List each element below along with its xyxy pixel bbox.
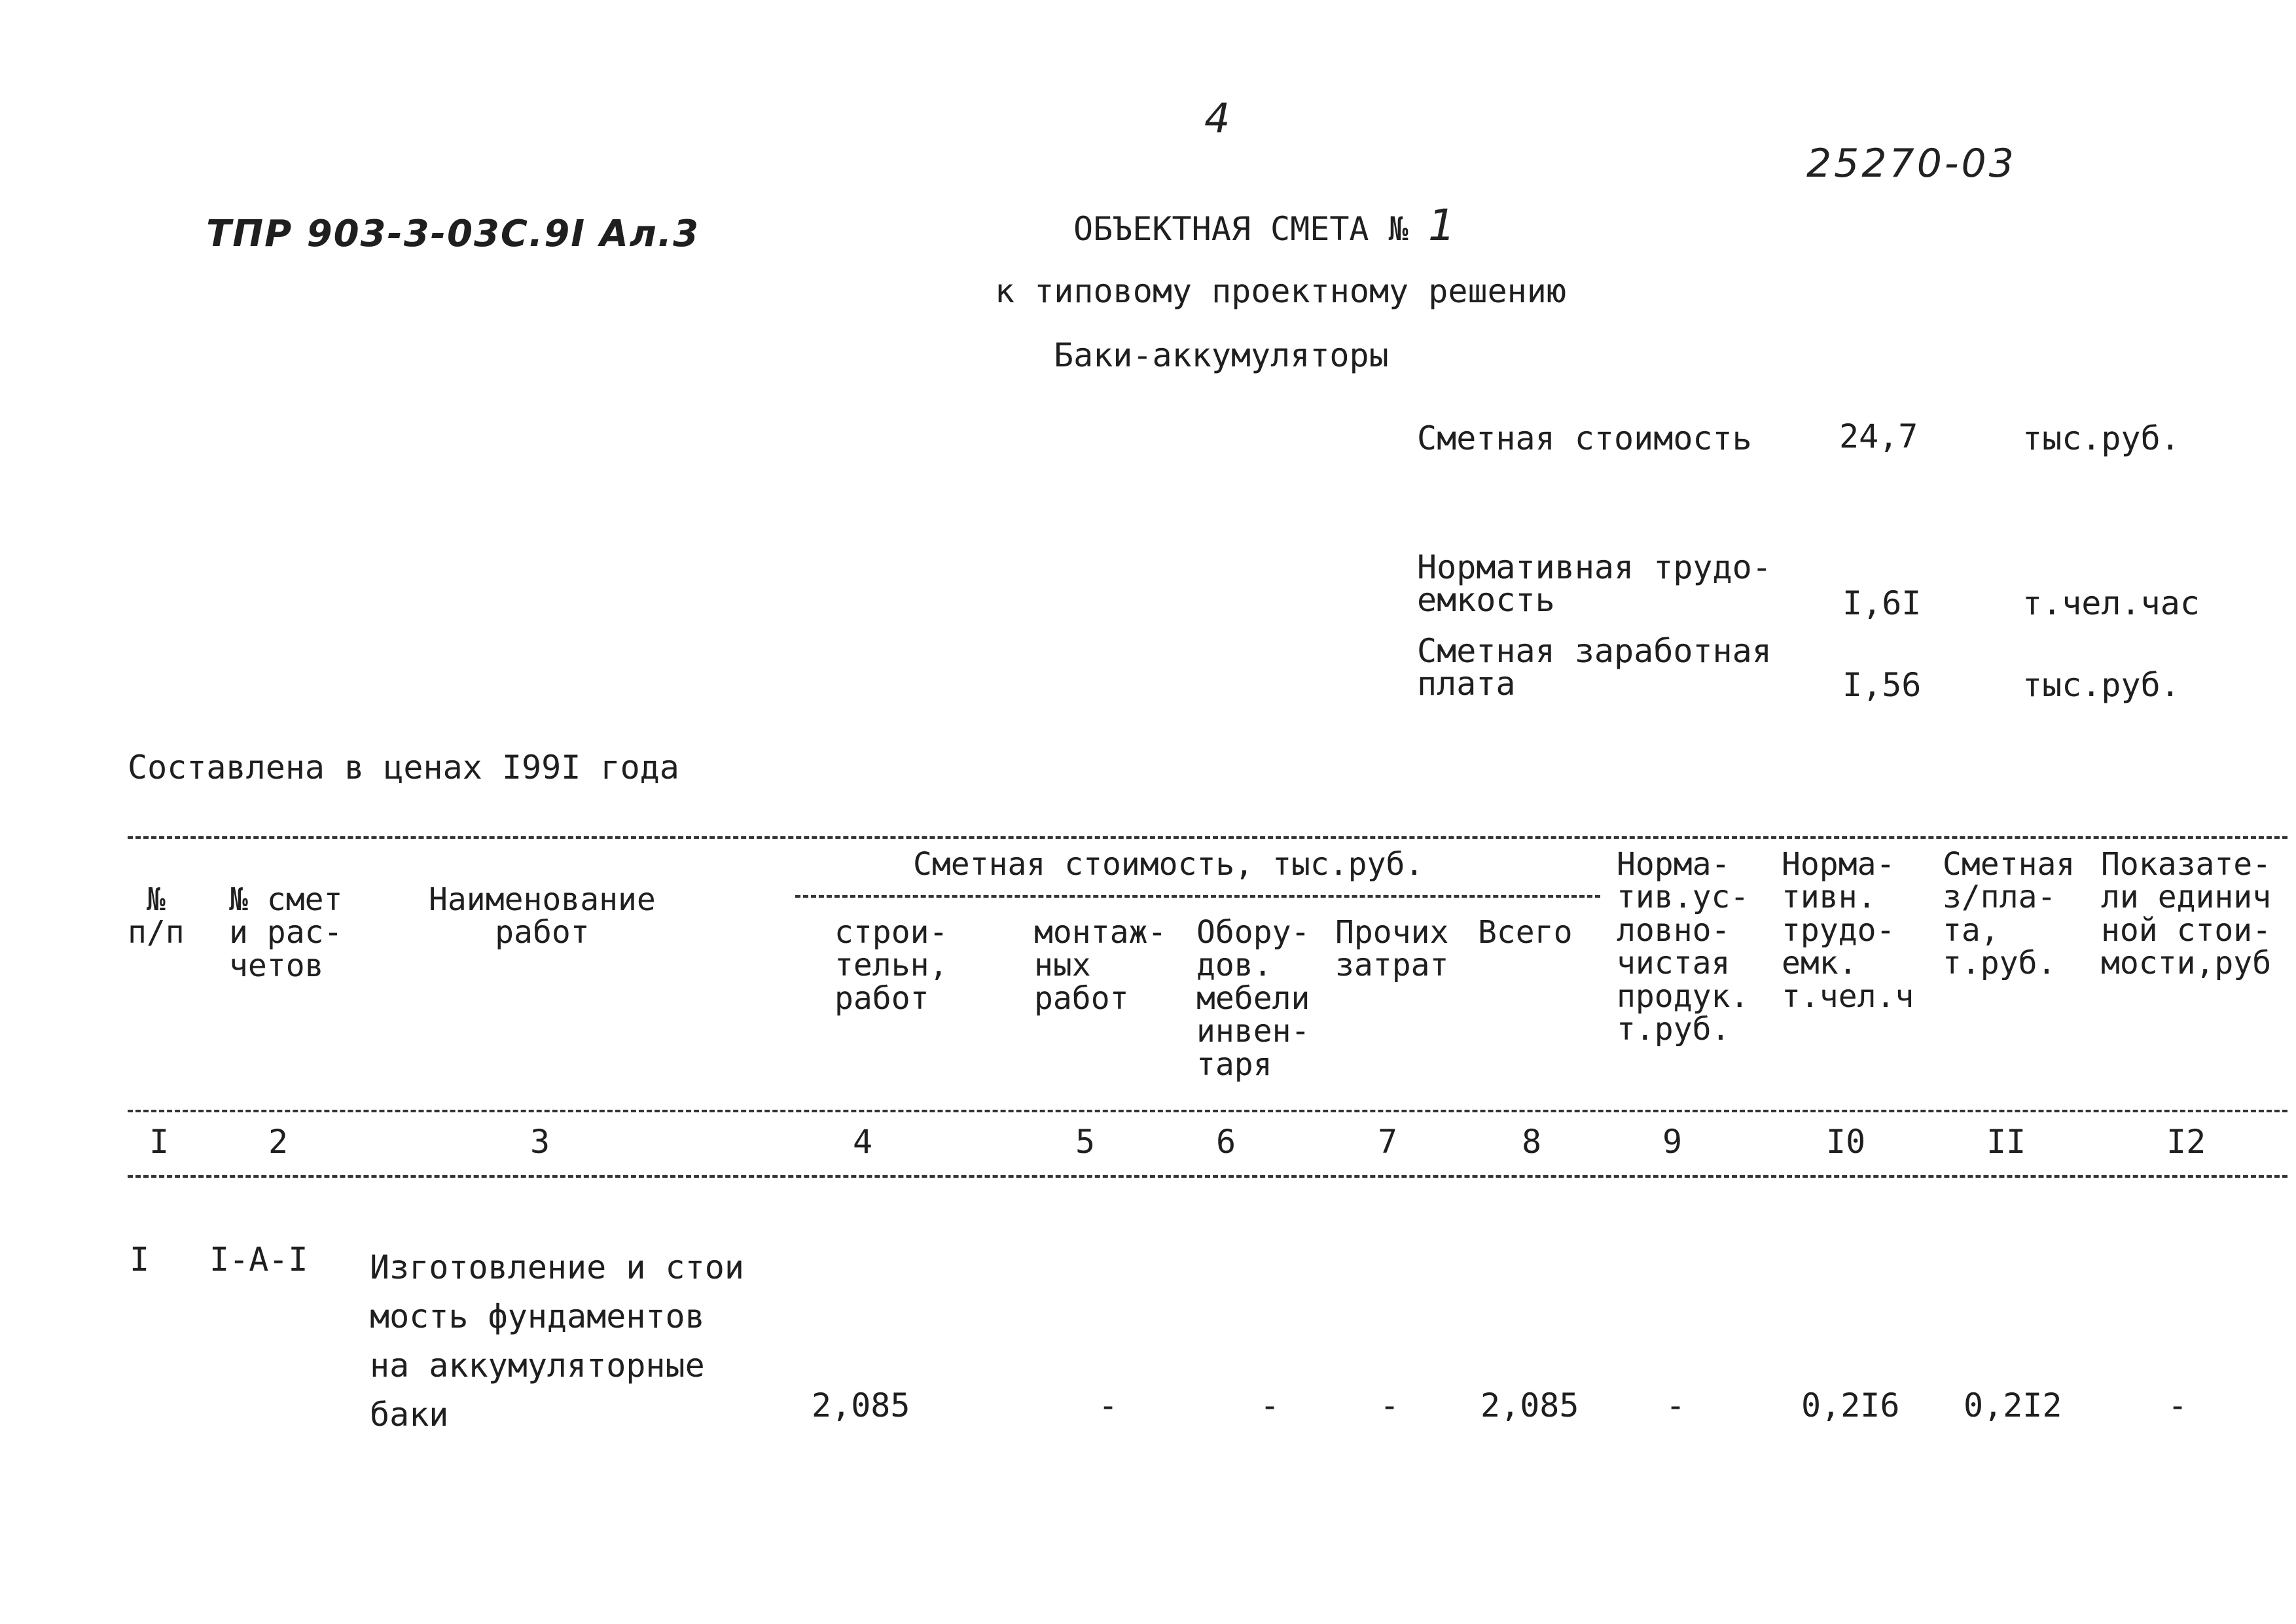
header-bottom-rule [128,1110,2287,1112]
estimate-number: 1 [1427,200,1456,251]
summary-label: Сметная заработная плата [1417,632,1772,703]
estimate-title-text: ОБЪЕКТНАЯ СМЕТА № [1073,210,1408,248]
summary-label: Сметная стоимость [1417,419,1752,457]
column-number: I0 [1826,1123,1866,1161]
row-work-name: Изготовление и стои мость фундаментов на аккумуляторные баки [370,1248,744,1434]
column-number: 3 [530,1123,550,1161]
column-number: 4 [853,1123,873,1161]
column-header: Норма- тив.ус- ловно- чистая продук. т.руб. [1617,846,1749,1048]
page-number: 4 [1204,94,1230,142]
row-net-product: - [1666,1386,1686,1424]
column-header: Наименование работ [429,881,656,951]
row-number: I [130,1241,150,1279]
series-stamp: ТПР 903-3-03С.9I Ал.3 [206,213,700,255]
row-installation: - [1098,1386,1119,1424]
column-header: Прочих затрат [1335,914,1449,984]
column-number: 8 [1522,1123,1542,1161]
row-labor: 0,2I6 [1801,1386,1900,1424]
row-unit-cost: - [2168,1386,2188,1424]
column-numbers-rule [128,1175,2287,1178]
column-number: 9 [1662,1123,1683,1161]
group-header-rule [795,895,1600,898]
row-estimate-ref: I-A-I [209,1241,308,1279]
document-code: 25270-03 [1806,141,2017,186]
column-number: 6 [1216,1123,1236,1161]
row-other: - [1380,1386,1400,1424]
summary-unit: тыс.руб. [2022,419,2180,457]
column-header: Обору- дов. мебели инвен- таря [1196,914,1310,1083]
summary-unit: т.чел.час [2022,584,2200,622]
column-number: 5 [1075,1123,1096,1161]
row-total: 2,085 [1480,1386,1579,1424]
column-header: Сметная з/пла- та, т.руб. [1943,846,2075,982]
column-header: Всего [1478,914,1573,951]
column-number: I [149,1123,170,1161]
summary-value: I,56 [1842,666,1922,704]
summary-label: Нормативная трудо- емкость [1417,548,1772,619]
group-header: Сметная стоимость, тыс.руб. [913,846,1424,883]
estimate-title [1073,200,1456,251]
column-header: Показате- ли единич ной стои- мости,руб [2101,846,2272,982]
row-wages: 0,2I2 [1964,1386,2062,1424]
estimate-subtitle: к типовому проектному решению [995,272,1566,310]
row-equipment: - [1260,1386,1280,1424]
prices-note: Составлена в ценах I99I года [128,749,679,786]
column-header: Норма- тивн. трудо- емк. т.чел.ч [1782,846,1914,1015]
column-number: 2 [268,1123,289,1161]
summary-value: I,6I [1842,584,1922,622]
summary-unit: тыс.руб. [2022,666,2180,704]
estimate-object-name: Баки-аккумуляторы [1054,336,1389,374]
column-number: I2 [2166,1123,2206,1161]
column-header: № смет и рас- четов [229,881,343,984]
summary-value: 24,7 [1839,417,1918,455]
row-construction: 2,085 [812,1386,910,1424]
column-header: монтаж- ных работ [1034,914,1167,1017]
column-number: II [1986,1123,2026,1161]
table-top-rule [128,836,2287,839]
column-number: 7 [1378,1123,1398,1161]
column-header: строи- тельн, работ [834,914,948,1017]
column-header: № п/п [128,881,185,951]
